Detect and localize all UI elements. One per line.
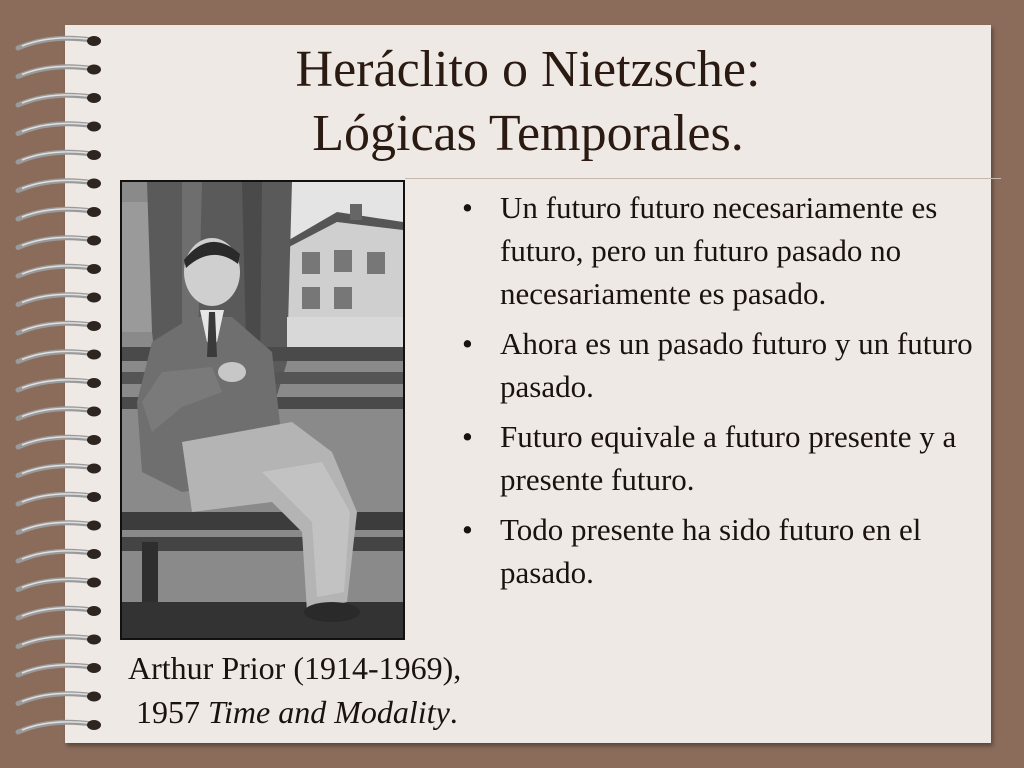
bullet-icon: •: [462, 512, 473, 547]
caption-year: 1957: [136, 694, 208, 730]
list-item: [462, 322, 992, 408]
binding-hole: [87, 264, 101, 274]
caption-line-2: [128, 690, 461, 734]
caption-period: .: [449, 694, 458, 730]
binding-hole: [87, 378, 101, 388]
title-line-1: Heráclito o Nietzsche:: [295, 41, 761, 98]
binding-hole: [87, 663, 101, 673]
binding-hole: [87, 179, 101, 189]
binding-hole: [87, 635, 101, 645]
binding-hole: [87, 606, 101, 616]
bullet-list: [462, 186, 992, 601]
arthur-prior-photo: [120, 180, 405, 640]
binding-hole: [87, 207, 101, 217]
caption-line-1: Arthur Prior (1914-1969),: [128, 650, 462, 686]
caption-book-title: Time and Modality: [208, 694, 450, 730]
binding-hole: [87, 350, 101, 360]
title-line-2: Lógicas Temporales.: [312, 105, 744, 162]
binding-hole: [87, 236, 101, 246]
binding-hole: [87, 720, 101, 730]
binding-hole: [87, 407, 101, 417]
list-item: [462, 508, 992, 594]
binding-hole: [87, 578, 101, 588]
bullet-icon: •: [462, 419, 473, 454]
binding-hole: [87, 464, 101, 474]
bullet-text: Ahora es un pasado futuro y un futuro pasado.: [500, 326, 973, 404]
binding-hole: [87, 321, 101, 331]
slide-title: [75, 38, 981, 166]
bullet-text: Un futuro futuro necesariamente es futuro, pero un futuro pasado no necesariamente es pasado.: [500, 190, 938, 311]
bullet-icon: •: [462, 190, 473, 225]
binding-hole: [87, 549, 101, 559]
binding-hole: [87, 692, 101, 702]
binding-hole: [87, 293, 101, 303]
list-item: [462, 186, 992, 315]
photo-caption: [128, 646, 461, 734]
bullet-text: Futuro equivale a futuro presente y a presente futuro.: [500, 419, 957, 497]
binding-hole: [87, 492, 101, 502]
title-divider: [405, 178, 1001, 179]
bullet-text: Todo presente ha sido futuro en el pasado.: [500, 512, 922, 590]
list-item: [462, 415, 992, 501]
binding-hole: [87, 521, 101, 531]
bullet-icon: •: [462, 326, 473, 361]
binding-hole: [87, 435, 101, 445]
